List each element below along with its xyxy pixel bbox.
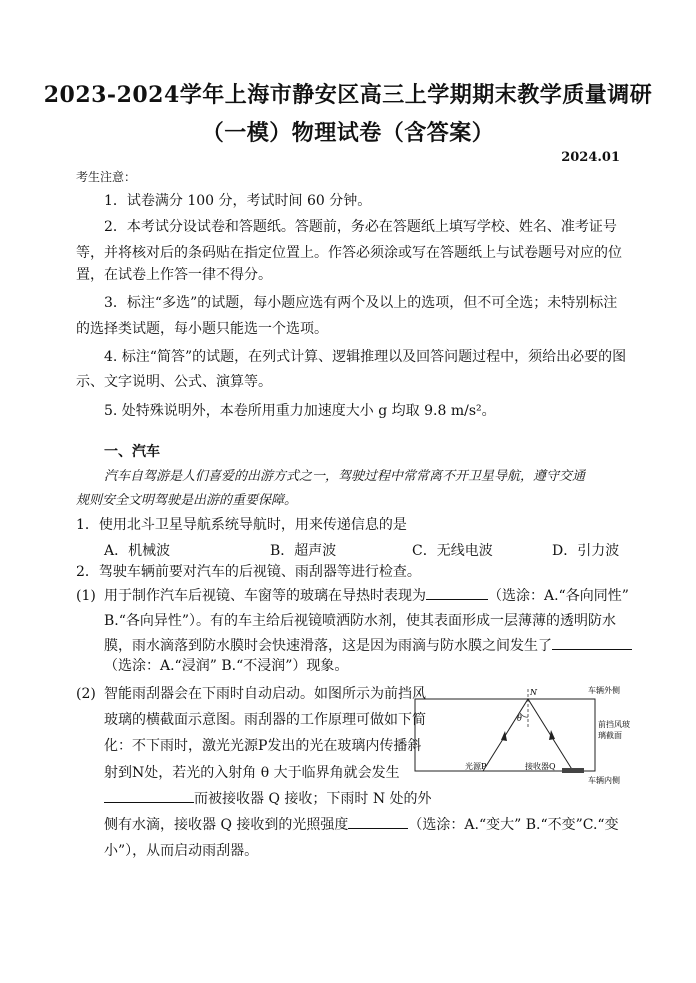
question-2-part-2-label: (2) — [76, 686, 96, 702]
notice-item-3-line2: 的选择类试题，每小题只能选一个选项。 — [76, 321, 328, 337]
question-1-option-d: D．引力波 — [552, 543, 620, 559]
light-arrow-up-icon — [501, 731, 507, 741]
receiver-q-block — [562, 768, 584, 773]
notice-item-4-line2: 示、文字说明、公式、演算等。 — [76, 374, 272, 390]
question-2-part-1-line3: 膜，雨水滴落到防水膜时会快速滑落，这是因为雨滴与防水膜之间发生了 — [104, 633, 632, 659]
section-intro-line1: 汽车自驾游是人们喜爱的出游方式之一，驾驶过程中常常离不开卫星导航，遵守交通 — [104, 469, 586, 484]
question-1-option-c: C．无线电波 — [412, 543, 493, 559]
label-theta: θ — [517, 714, 522, 723]
question-2-part-1-line1: 用于制作汽车后视镜、车窗等的玻璃在导热时表现为 （选涂：A.“各向同性” — [104, 583, 629, 609]
notice-item-5: 5. 处特殊说明外，本卷所用重力加速度大小 g 均取 9.8 m/s²。 — [104, 403, 496, 419]
question-2-part-2-line5: 而被接收器 Q 接收；下雨时 N 处的外 — [104, 786, 432, 812]
answer-blank-4[interactable] — [348, 813, 408, 829]
question-2-part-2-line2: 玻璃的横截面示意图。雨刮器的工作原理可做如下简 — [104, 712, 426, 728]
notice-heading: 考生注意： — [76, 170, 137, 184]
question-2-part-1-label: (1) — [76, 588, 96, 604]
question-1-stem: 1．使用北斗卫星导航系统导航时，用来传递信息的是 — [76, 517, 407, 533]
label-source-p: 光源P — [465, 762, 487, 771]
question-1-option-a: A．机械波 — [104, 543, 171, 559]
light-arrow-down-icon — [549, 730, 555, 740]
notice-item-2-line1: 2．本考试分设试卷和答题纸。答题前，务必在答题纸上填写学校、姓名、准考证号 — [104, 219, 617, 235]
answer-blank-3[interactable] — [104, 787, 194, 803]
notice-item-3-line1: 3．标注“多选”的试题，每小题应选有两个及以上的选项，但不可全选；未特别标注 — [104, 295, 618, 311]
question-2-part-2-line7: 小”），从而启动雨刮器。 — [104, 843, 259, 859]
question-2-part-2-line4: 射到N处，若光的入射角 θ 大于临界角就会发生 — [104, 765, 400, 781]
label-vehicle-outside: 车辆外侧 — [588, 686, 620, 695]
label-glass-2: 璃截面 — [598, 731, 622, 740]
label-glass-1: 前挡风玻 — [598, 720, 630, 729]
question-2-part-2-line6: 侧有水滴，接收器 Q 接收到的光照强度 （选涂：A.“变大” B.“不变”C.“变 — [104, 812, 619, 838]
answer-blank-1[interactable] — [426, 584, 488, 600]
question-1-option-b: B．超声波 — [270, 543, 337, 559]
section-heading: 一、汽车 — [104, 444, 160, 460]
notice-item-4-line1: 4. 标注“简答”的试题，在列式计算、逻辑推理以及回答问题过程中，须给出必要的图 — [104, 349, 627, 365]
windshield-diagram — [405, 683, 637, 793]
question-2-stem: 2．驾驶车辆前要对汽车的后视镜、雨刮器等进行检查。 — [76, 564, 421, 580]
question-2-part-2-line1: 智能雨刮器会在下雨时自动启动。如图所示为前挡风 — [104, 686, 426, 702]
notice-item-1: 1．试卷满分 100 分，考试时间 60 分钟。 — [104, 193, 372, 209]
question-2-part-1-line2: B.“各向异性”）。有的车主给后视镜喷洒防水剂，使其表面形成一层薄薄的透明防水 — [104, 613, 617, 629]
notice-item-2-line3: 置，在试卷上作答一律不得分。 — [76, 267, 272, 283]
label-receiver-q: 接收器Q — [525, 762, 556, 771]
section-intro-line2: 规则安全文明驾驶是出游的重要保障。 — [76, 493, 298, 508]
question-2-part-1-line4: （选涂：A.“浸润” B.“不浸润”）现象。 — [104, 658, 349, 674]
answer-blank-2[interactable] — [552, 634, 632, 650]
exam-title-line2: （一模）物理试卷（含答案） — [201, 120, 495, 146]
exam-date: 2024.01 — [561, 150, 620, 165]
question-2-part-2-line3: 化：不下雨时，激光光源P发出的光在玻璃内传播斜 — [104, 738, 422, 754]
notice-item-2-line2: 等，并将核对后的条码贴在指定位置上。作答必须涂或写在答题纸上与试卷题号对应的位 — [76, 245, 622, 261]
label-n: N — [530, 688, 537, 697]
exam-title-line1: 2023-2024学年上海市静安区高三上学期期末教学质量调研 — [43, 82, 653, 108]
label-vehicle-inside: 车辆内侧 — [588, 776, 620, 785]
